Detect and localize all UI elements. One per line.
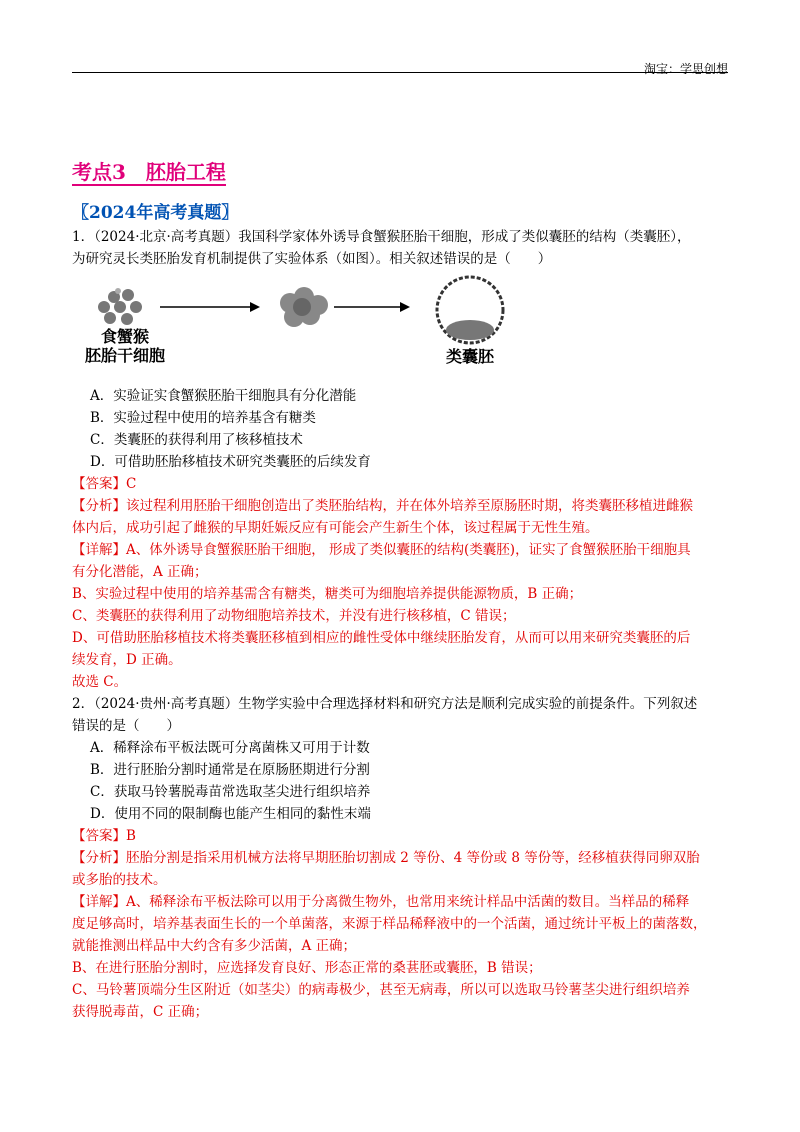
q2-stem-line1: 2．（2024·贵州·高考真题）生物学实验中合理选择材料和研究方法是顺利完成实验的前提条件。下列叙述 — [72, 696, 698, 712]
q2-detail-line2: 度足够高时，培养基表面生长的一个单菌落，来源于样品稀释液中的一个活菌，通过统计平板上的菌落数， — [72, 916, 707, 932]
fig-label-stem-cells — [80, 327, 170, 365]
q1-detail-line5: D、可借助胚胎移植技术将类囊胚移植到相应的雌性受体中继续胚胎发育，从而可以用来研究类囊胚的后 — [72, 630, 691, 646]
fig-label-blastoid: 类囊胚 — [445, 347, 494, 366]
q1-detail-line3: B、实验过程中使用的培养基需含有糖类，糖类可为细胞培养提供能源物质，B 正确； — [72, 586, 583, 602]
q1-detail-line2: 有分化潜能，A 正确； — [72, 564, 208, 580]
section-subtitle: 〖2024年高考真题〗 — [72, 203, 239, 223]
q2-answer: 【答案】B — [72, 828, 136, 844]
q1-option-c: C．类囊胚的获得利用了核移植技术 — [90, 432, 303, 448]
q1-conclusion: 故选 C。 — [72, 674, 128, 690]
q2-option-d: D．使用不同的限制酶也能产生相同的黏性末端 — [90, 806, 371, 822]
q2-analysis-line2: 或多胎的技术。 — [72, 872, 167, 888]
q2-detail-line4: B、在进行胚胎分割时，应选择发育良好、形态正常的桑葚胚或囊胚，B 错误； — [72, 960, 542, 976]
q1-stem-line1: 1．（2024·北京·高考真题）我国科学家体外诱导食蟹猴胚胎干细胞，形成了类似囊胚的结构（类囊胚）， — [72, 229, 691, 245]
q1-detail-line6: 续发育，D 正确。 — [72, 652, 182, 668]
fig-label-stem-cells-text: 食蟹猴 胚胎干细胞 — [84, 327, 165, 365]
q1-option-b: B．实验过程中使用的培养基含有糖类 — [90, 410, 316, 426]
q1-stem — [72, 226, 728, 270]
q1-figure — [80, 275, 530, 375]
q1-option-a: A．实验证实食蟹猴胚胎干细胞具有分化潜能 — [90, 388, 357, 404]
header-text: 淘宝：学思创想 — [643, 62, 728, 76]
q2-analysis-line1: 【分析】胚胎分割是指采用机械方法将早期胚胎切割成 2 等份、4 等份或 8 等份等，经移植获得同卵双胎 — [72, 850, 700, 866]
stem-cell-cluster-icon — [98, 288, 142, 325]
q2-option-c: C．获取马铃薯脱毒苗常选取茎尖进行组织培养 — [90, 784, 371, 800]
q1-detail-line1: 【详解】A、体外诱导食蟹猴胚胎干细胞， 形成了类似囊胚的结构(类囊胚)，证实了食蟹猴胚胎干细胞具 — [72, 542, 691, 558]
q1-option-d: D．可借助胚胎移植技术研究类囊胚的后续发育 — [90, 454, 371, 470]
q1-answer: 【答案】C — [72, 476, 137, 492]
q1-analysis-line1: 【分析】该过程利用胚胎干细胞创造出了类胚胎结构，并在体外培养至原肠胚时期，将类囊胚移植进雌猴 — [72, 498, 693, 514]
q2-detail-line3: 就能推测出样品中大约含有多少活菌，A 正确； — [72, 938, 357, 954]
cell-aggregate-icon — [280, 287, 328, 327]
q1-analysis-line2: 体内后，成功引起了雌猴的早期妊娠反应有可能会产生新生个体，该过程属于无性生殖。 — [72, 520, 599, 536]
blastoid-icon — [437, 277, 503, 343]
q2-option-a: A．稀释涂布平板法既可分离菌株又可用于计数 — [90, 740, 370, 756]
q1-body — [72, 385, 728, 1023]
section-title: 考点3 胚胎工程 — [72, 160, 226, 184]
q2-detail-line5: C、马铃薯顶端分生区附近（如茎尖）的病毒极少，甚至无病毒，所以可以选取马铃薯茎尖进行组织培养 — [72, 982, 690, 998]
q2-option-b: B．进行胚胎分割时通常是在原肠胚期进行分割 — [90, 762, 370, 778]
q2-stem-line2: 错误的是（ ） — [72, 718, 180, 734]
header-divider — [72, 72, 728, 73]
q2-detail-line1: 【详解】A、稀释涂布平板法除可以用于分离微生物外，也常用来统计样品中活菌的数目。当样品的稀释 — [72, 894, 690, 910]
q1-detail-line4: C、类囊胚的获得利用了动物细胞培养技术，并没有进行核移植，C 错误； — [72, 608, 516, 624]
q1-stem-line2: 为研究灵长类胚胎发育机制提供了实验体系（如图）。相关叙述错误的是（ ） — [72, 251, 552, 267]
q2-detail-line6: 获得脱毒苗，C 正确； — [72, 1004, 209, 1020]
